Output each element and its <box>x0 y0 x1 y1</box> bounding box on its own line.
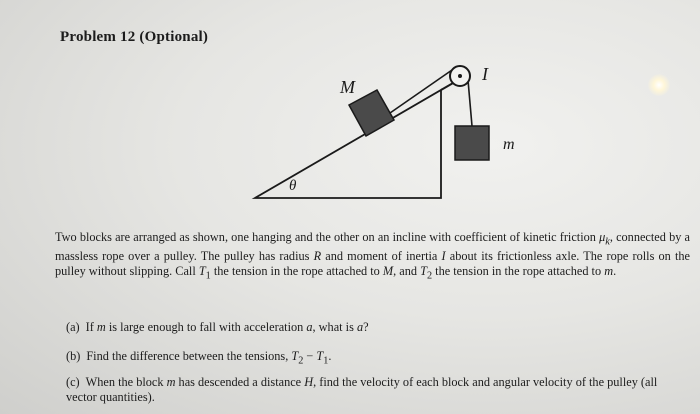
qc-text: , find the velocity of each block and angular velocity of the pulley (all vector quantities). <box>66 375 658 404</box>
rope-incline <box>390 70 452 113</box>
incline-triangle <box>255 90 441 198</box>
para-var-mu: μ <box>599 230 606 244</box>
qb-sub: 2 <box>298 355 304 367</box>
qa-var: a <box>356 320 364 334</box>
block-m <box>455 126 489 160</box>
qa-text: ? <box>363 320 369 334</box>
para-sub-k: k <box>605 236 610 248</box>
label-I: I <box>482 64 488 84</box>
qc-text: When the block <box>85 375 167 389</box>
problem-title: Problem 12 (Optional) <box>60 29 209 45</box>
para-sub-2: 2 <box>426 270 433 282</box>
label-M: M <box>340 77 355 97</box>
question-a-label: (a) <box>66 320 80 334</box>
para-text: Two blocks are arranged as shown, one hanging and the other on an incline with coefficient of kinetic friction <box>55 230 600 244</box>
para-var-R: R <box>313 249 322 264</box>
problem-description <box>55 230 690 284</box>
question-c <box>66 375 691 405</box>
qc-var: H <box>304 375 314 389</box>
qb-text: − <box>303 349 317 363</box>
qc-var: m <box>166 375 176 389</box>
label-m: m <box>503 136 515 153</box>
para-text: the tension in the rope attached to <box>210 264 383 279</box>
question-b <box>66 349 331 368</box>
label-theta: θ <box>289 178 297 194</box>
para-text: . <box>613 264 617 279</box>
qb-text: Find the difference between the tensions, <box>86 349 292 363</box>
qa-text: , what is <box>312 320 357 334</box>
qa-text: is large enough to fall with acceleration <box>105 320 307 334</box>
para-text: the tension in the rope attached to <box>432 264 605 279</box>
question-b-label: (b) <box>66 349 81 363</box>
light-glare <box>648 74 670 96</box>
qb-text: . <box>328 349 332 363</box>
para-var-T: T <box>198 264 206 279</box>
qb-sub: 1 <box>323 355 329 367</box>
block-M <box>349 90 394 136</box>
para-text: about its frictionless axle. The rope rolls on the pulley without slipping. Call <box>55 249 690 279</box>
question-a <box>66 320 369 335</box>
qc-text: has descended a distance <box>175 375 305 389</box>
rope-hanging <box>468 80 472 126</box>
para-text: , and <box>393 264 421 279</box>
qa-var: m <box>96 320 106 334</box>
question-c-label: (c) <box>66 375 80 389</box>
qb-var: T <box>291 349 299 363</box>
para-text: , connected by a massless rope over a pulley. The pulley has radius <box>55 230 690 264</box>
para-var-m: m <box>604 264 614 279</box>
pulley-axle <box>458 74 462 78</box>
qa-text: If <box>85 320 97 334</box>
para-var-I: I <box>441 249 446 264</box>
para-sub-1: 1 <box>205 270 211 282</box>
qb-var: T <box>316 349 324 363</box>
qa-var: a <box>306 320 313 334</box>
para-text: and moment of inertia <box>321 249 442 264</box>
para-var-T: T <box>420 264 427 279</box>
para-var-M: M <box>382 264 394 279</box>
